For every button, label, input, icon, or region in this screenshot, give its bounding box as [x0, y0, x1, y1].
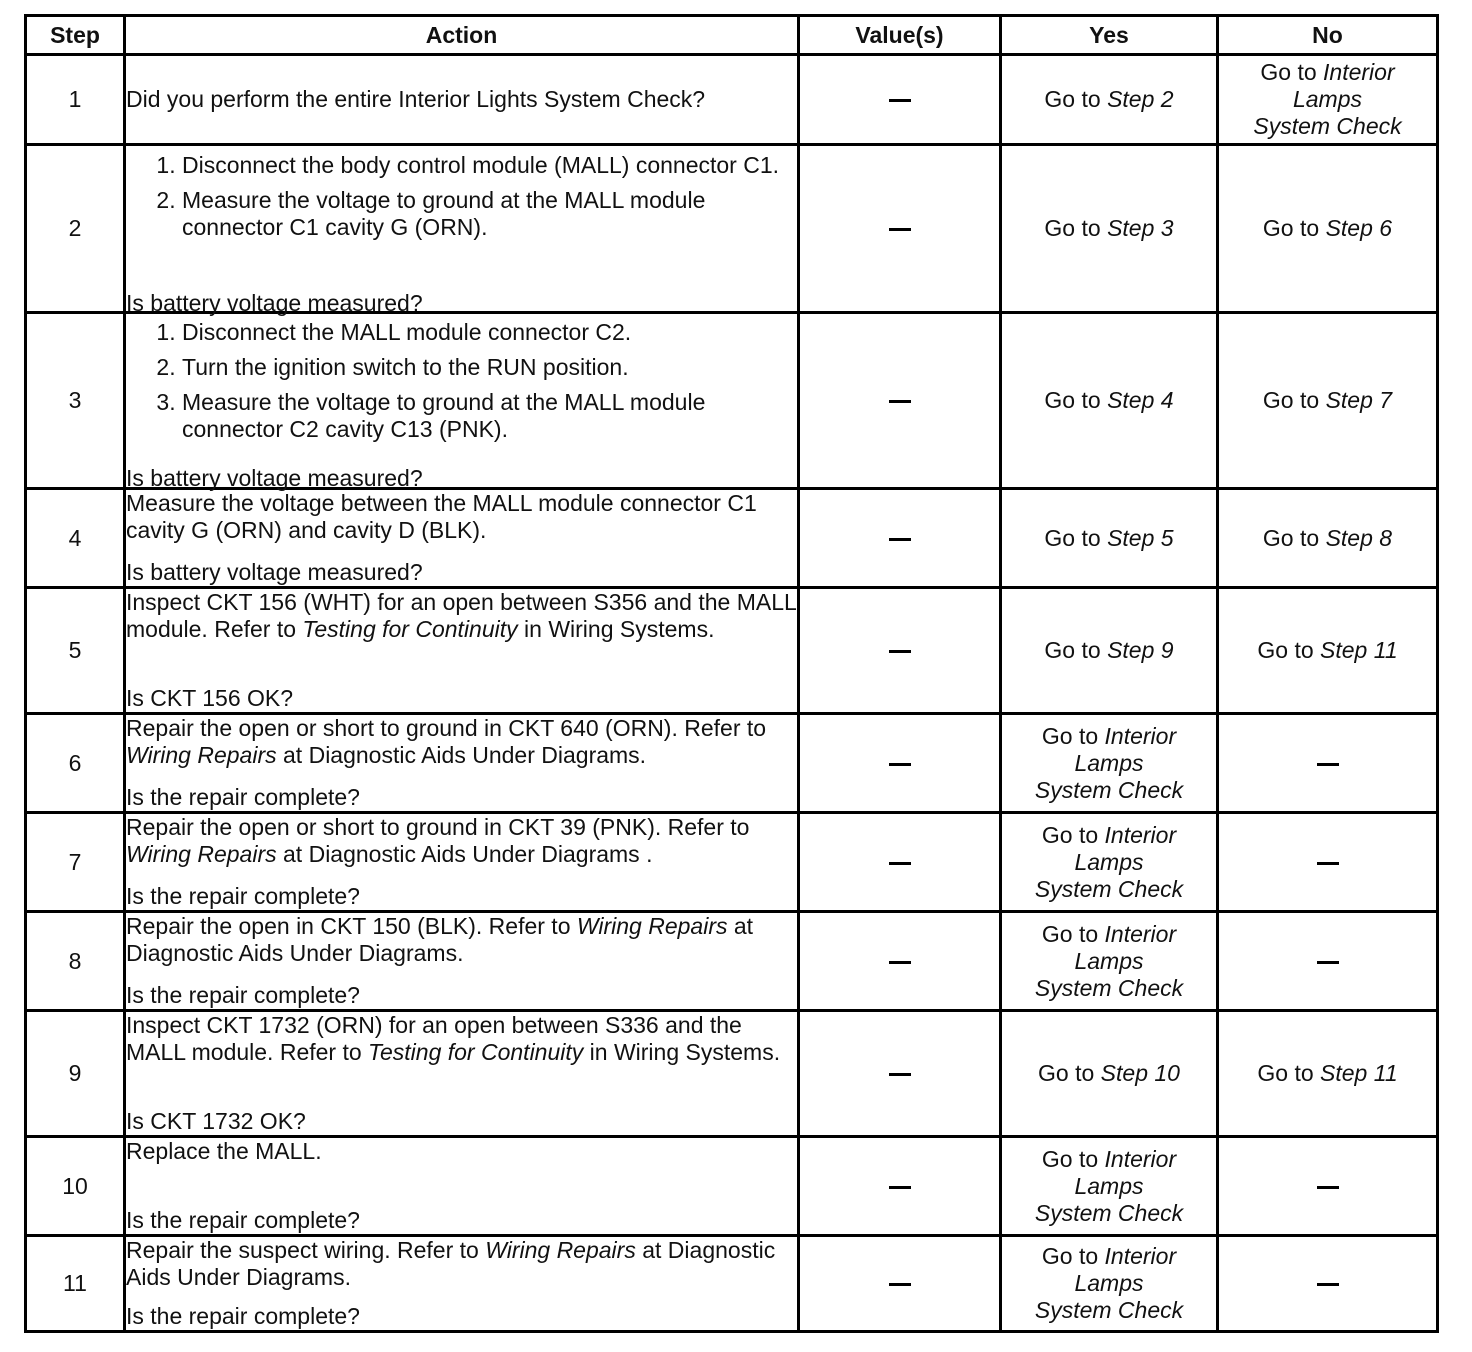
- value-cell: [799, 313, 1001, 489]
- dash-mark: [889, 1283, 911, 1286]
- action-text-part: in Wiring Systems.: [583, 1039, 781, 1065]
- yes-cell: [1001, 313, 1218, 489]
- value-cell: [799, 912, 1001, 1011]
- action-cell: [125, 912, 799, 1011]
- step-link[interactable]: Step 5: [1107, 524, 1174, 551]
- action-question: Is battery voltage measured?: [126, 465, 423, 491]
- action-text: Replace the MALL.: [126, 1138, 322, 1164]
- yes-cell: [1001, 145, 1218, 313]
- interior-lamps-link-part[interactable]: Interior: [1323, 59, 1395, 85]
- action-step: 1. Disconnect the body control module (MALL) connector C1.: [182, 152, 797, 179]
- table-row: [26, 313, 1438, 489]
- goto-prefix: Go to: [1041, 722, 1105, 749]
- value-cell: [799, 588, 1001, 714]
- action-steps-list: [126, 152, 797, 241]
- value-cell: [799, 1137, 1001, 1236]
- no-cell: [1218, 313, 1438, 489]
- step-link[interactable]: Step 10: [1100, 1060, 1180, 1086]
- value-cell: [799, 1236, 1001, 1332]
- step-link[interactable]: Step 9: [1107, 637, 1174, 663]
- action-text-part: at Diagnostic Aids Under Diagrams .: [276, 841, 653, 867]
- dash-mark: [1317, 862, 1339, 865]
- action-steps-list: [126, 319, 797, 443]
- action-cell: [125, 145, 799, 316]
- no-cell: [1218, 145, 1438, 313]
- step-number: 3: [26, 313, 125, 489]
- no-cell: [1218, 588, 1438, 714]
- interior-lamps-link-part[interactable]: Lamps: [1074, 749, 1144, 776]
- dash-mark: [1317, 1283, 1339, 1286]
- step-link[interactable]: Step 11: [1320, 1060, 1398, 1086]
- action-step: 2. Turn the ignition switch to the RUN position.: [182, 354, 797, 381]
- yes-cell: [1001, 55, 1218, 145]
- value-cell: [799, 55, 1001, 145]
- yes-cell: [1001, 1236, 1218, 1332]
- action-text: [126, 589, 797, 643]
- no-cell: [1218, 912, 1438, 1011]
- action-text-part: at Diagnostic Aids Under Diagrams.: [126, 913, 754, 966]
- interior-lamps-link-part[interactable]: Interior: [1104, 821, 1177, 848]
- table-row: [26, 912, 1438, 1011]
- action-text-part: in Wiring Systems.: [517, 616, 715, 642]
- interior-lamps-link-part[interactable]: System Check: [1253, 113, 1402, 139]
- action-text-part: at Diagnostic Aids Under Diagrams.: [276, 742, 647, 768]
- step-number: 4: [26, 489, 125, 588]
- dash-mark: [889, 538, 911, 541]
- action-question: Is battery voltage measured?: [126, 290, 423, 316]
- interior-lamps-link-part[interactable]: Interior: [1104, 920, 1177, 947]
- action-question: Is CKT 156 OK?: [126, 685, 294, 711]
- goto-prefix: Go to: [1038, 1060, 1101, 1086]
- no-cell: [1218, 1011, 1438, 1137]
- step-number: 10: [26, 1137, 125, 1236]
- action-cell: [125, 1011, 799, 1137]
- action-step: 1. Disconnect the MALL module connector C2.: [182, 319, 797, 346]
- diagnostic-table: [24, 14, 1439, 1333]
- action-text: [126, 814, 797, 868]
- goto-prefix: Go to: [1041, 821, 1105, 848]
- value-cell: [799, 1011, 1001, 1137]
- dash-mark: [889, 99, 911, 102]
- interior-lamps-link-part[interactable]: Lamps: [1074, 1270, 1144, 1296]
- step-number: 7: [26, 813, 125, 912]
- action-text-part: Repair the open or short to ground in CKT 640 (ORN). Refer to: [126, 715, 767, 741]
- yes-cell: [1001, 714, 1218, 813]
- action-cell: [125, 588, 799, 714]
- goto-prefix: Go to: [1041, 1145, 1105, 1172]
- interior-lamps-link-part[interactable]: System Check: [1034, 776, 1184, 803]
- yes-cell: [1001, 588, 1218, 714]
- action-text-part: Inspect CKT 1732 (ORN) for an open between S336 and the MALL module. Refer to: [126, 1012, 742, 1065]
- step-number: 8: [26, 912, 125, 1011]
- yes-cell: [1001, 1137, 1218, 1236]
- action-text: [126, 913, 797, 967]
- action-question: Is the repair complete?: [126, 883, 360, 909]
- no-cell: [1218, 714, 1438, 813]
- action-text-part: Repair the suspect wiring. Refer to: [126, 1237, 486, 1263]
- no-cell: [1218, 1137, 1438, 1236]
- dash-mark: [889, 400, 911, 403]
- action-text: [126, 1237, 797, 1291]
- goto-prefix: Go to: [1262, 387, 1326, 413]
- step-number: 1: [26, 55, 125, 145]
- goto-prefix: Go to: [1041, 1243, 1105, 1269]
- yes-cell: [1001, 489, 1218, 588]
- dash-mark: [889, 862, 911, 865]
- goto-prefix: Go to: [1257, 637, 1321, 663]
- interior-lamps-link-part[interactable]: System Check: [1034, 1297, 1184, 1323]
- interior-lamps-link-part[interactable]: System Check: [1034, 974, 1184, 1001]
- header-values: Value(s): [799, 16, 1001, 55]
- step-link[interactable]: Step 2: [1107, 86, 1174, 112]
- action-text: [126, 715, 797, 769]
- interior-lamps-link-part[interactable]: Lamps: [1074, 1172, 1144, 1199]
- header-step: Step: [26, 16, 125, 55]
- action-question: Is the repair complete?: [126, 1207, 360, 1233]
- value-cell: [799, 813, 1001, 912]
- yes-cell: [1001, 813, 1218, 912]
- goto-prefix: Go to: [1260, 59, 1324, 85]
- action-cell: [125, 489, 799, 588]
- table-row: [26, 813, 1438, 912]
- header-no: No: [1218, 16, 1438, 55]
- value-cell: [799, 714, 1001, 813]
- goto-prefix: Go to: [1257, 1060, 1321, 1086]
- interior-lamps-link-part[interactable]: Interior: [1104, 1243, 1177, 1269]
- goto-prefix: Go to: [1044, 637, 1108, 663]
- step-number: 6: [26, 714, 125, 813]
- step-link[interactable]: Step 6: [1325, 215, 1393, 241]
- table-row: [26, 1236, 1438, 1332]
- no-cell: [1218, 55, 1438, 145]
- interior-lamps-link-part[interactable]: System Check: [1034, 1199, 1184, 1226]
- action-question: Is the repair complete?: [126, 1303, 360, 1329]
- goto-prefix: Go to: [1041, 920, 1105, 947]
- value-cell: [799, 489, 1001, 588]
- no-cell: [1218, 1236, 1438, 1332]
- header-row: [26, 16, 1438, 55]
- action-question: Is battery voltage measured?: [126, 559, 423, 585]
- interior-lamps-link-part[interactable]: Interior: [1104, 722, 1177, 749]
- action-step: 3. Measure the voltage to ground at the MALL module connector C2 cavity C13 (PNK).: [182, 389, 797, 443]
- action-text: [126, 1012, 797, 1066]
- action-cell: [125, 1236, 799, 1332]
- action-text: Did you perform the entire Interior Lights System Check?: [126, 86, 706, 112]
- action-text-part: Repair the open in CKT 150 (BLK). Refer to: [126, 913, 577, 939]
- table-row: [26, 1011, 1438, 1137]
- reference-link[interactable]: Testing for Continuity: [302, 616, 518, 642]
- action-cell: [125, 1137, 799, 1236]
- interior-lamps-link-part[interactable]: Lamps: [1292, 86, 1363, 112]
- action-text: Measure the voltage between the MALL module connector C1 cavity G (ORN) and cavity D (BLK).: [126, 490, 757, 543]
- dash-mark: [889, 1186, 911, 1189]
- interior-lamps-link-part[interactable]: Lamps: [1074, 947, 1144, 974]
- dash-mark: [889, 961, 911, 964]
- reference-link[interactable]: Wiring Repairs: [126, 742, 277, 768]
- action-question: Is CKT 1732 OK?: [126, 1108, 306, 1134]
- step-number: 2: [26, 145, 125, 313]
- step-link[interactable]: Step 7: [1325, 387, 1393, 413]
- action-question: Is the repair complete?: [126, 784, 360, 810]
- value-cell: [799, 145, 1001, 313]
- goto-prefix: Go to: [1262, 215, 1326, 241]
- dash-mark: [889, 1073, 911, 1076]
- action-cell: [125, 813, 799, 912]
- goto-prefix: Go to: [1044, 387, 1108, 413]
- reference-link[interactable]: Testing for Continuity: [368, 1039, 584, 1065]
- table-row: [26, 1137, 1438, 1236]
- reference-link[interactable]: Wiring Repairs: [485, 1237, 636, 1263]
- action-step: 2. Measure the voltage to ground at the MALL module connector C1 cavity G (ORN).: [182, 187, 797, 241]
- dash-mark: [1317, 763, 1339, 766]
- interior-lamps-link-part[interactable]: Lamps: [1074, 848, 1144, 875]
- no-cell: [1218, 489, 1438, 588]
- step-link[interactable]: Step 11: [1320, 637, 1398, 663]
- yes-cell: [1001, 912, 1218, 1011]
- goto-prefix: Go to: [1044, 86, 1108, 112]
- reference-link[interactable]: Wiring Repairs: [576, 913, 728, 939]
- goto-prefix: Go to: [1044, 215, 1108, 241]
- step-link[interactable]: Step 4: [1107, 387, 1174, 413]
- no-cell: [1218, 813, 1438, 912]
- dash-mark: [889, 228, 911, 231]
- header-yes: Yes: [1001, 16, 1218, 55]
- action-cell: [125, 55, 799, 145]
- table-row: [26, 489, 1438, 588]
- table-row: [26, 145, 1438, 313]
- action-text-part: Inspect CKT 156 (WHT) for an open between S356 and the MALL module. Refer to: [126, 589, 796, 642]
- header-action: Action: [125, 16, 799, 55]
- interior-lamps-link-part[interactable]: Interior: [1104, 1145, 1177, 1172]
- dash-mark: [1317, 1186, 1339, 1189]
- step-number: 5: [26, 588, 125, 714]
- action-question: Is the repair complete?: [126, 982, 360, 1008]
- goto-prefix: Go to: [1262, 524, 1326, 551]
- action-text-part: at Diagnostic Aids Under Diagrams.: [126, 1237, 776, 1290]
- step-link[interactable]: Step 3: [1107, 215, 1174, 241]
- dash-mark: [1317, 961, 1339, 964]
- step-number: 11: [26, 1236, 125, 1332]
- table-row: [26, 588, 1438, 714]
- yes-cell: [1001, 1011, 1218, 1137]
- action-text-part: Repair the open or short to ground in CKT 39 (PNK). Refer to: [126, 814, 750, 840]
- goto-prefix: Go to: [1044, 524, 1108, 551]
- action-cell: [125, 714, 799, 813]
- dash-mark: [889, 650, 911, 653]
- reference-link[interactable]: Wiring Repairs: [126, 841, 277, 867]
- table-row: [26, 714, 1438, 813]
- dash-mark: [889, 763, 911, 766]
- table-row: [26, 55, 1438, 145]
- step-number: 9: [26, 1011, 125, 1137]
- action-cell: [125, 313, 799, 489]
- interior-lamps-link-part[interactable]: System Check: [1034, 875, 1184, 902]
- step-link[interactable]: Step 8: [1325, 524, 1393, 551]
